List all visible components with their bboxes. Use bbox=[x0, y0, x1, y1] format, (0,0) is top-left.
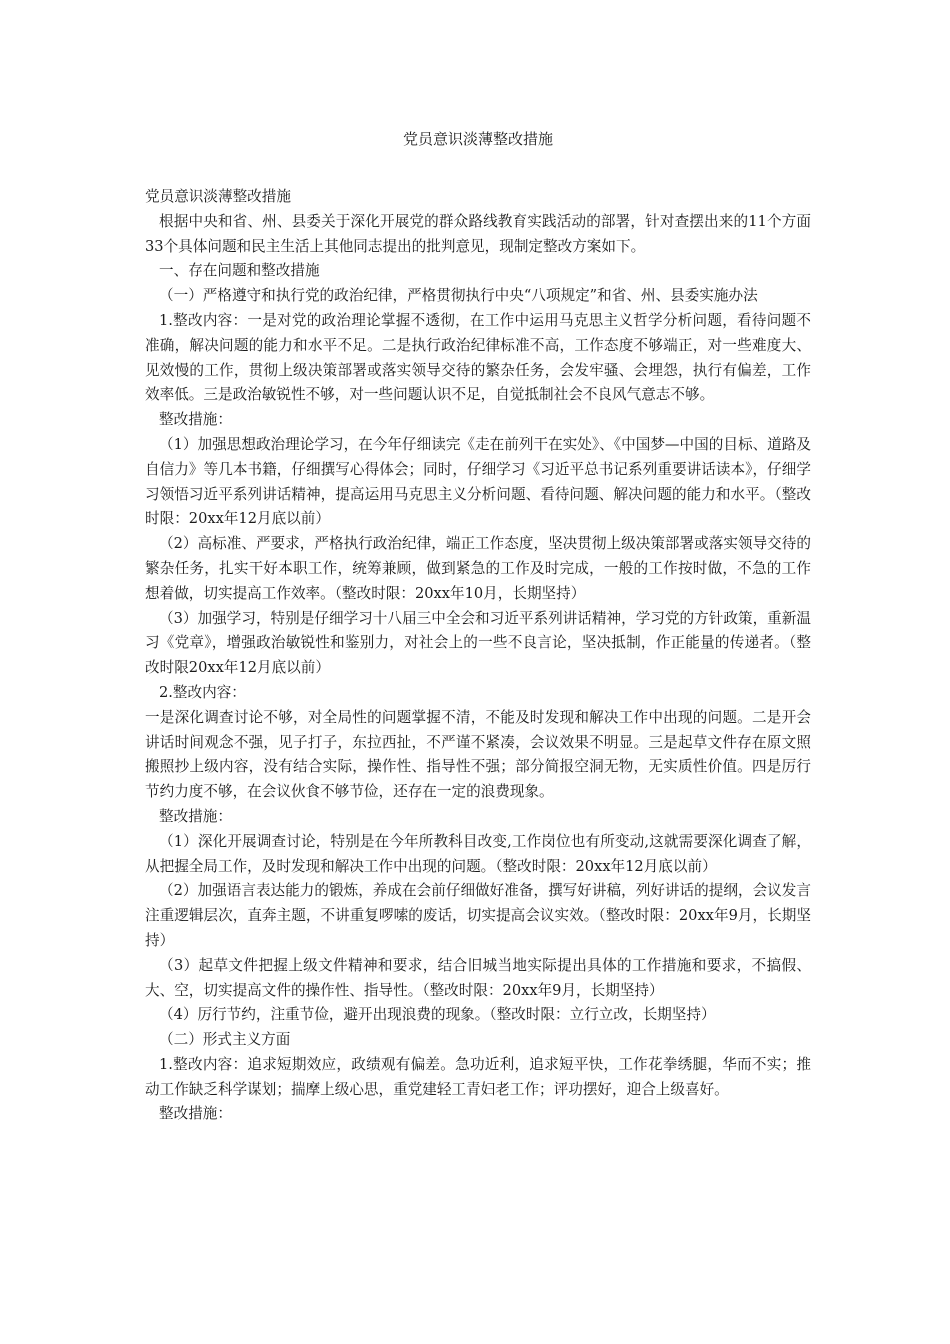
paragraph: 整改措施： bbox=[159, 411, 232, 429]
document-title: 党员意识淡薄整改措施 bbox=[402, 130, 553, 148]
paragraph: 1.整改内容：一是对党的政治理论掌握不透彻，在工作中运用马克思主义哲学分析问题，看待问题不准确，解决问题的能力和水平不足。二是执行政治纪律标准不高，工作态度不够端正，对一些难度大、见效慢的工作，贯彻上级决策部署或落实领导交待的繁杂任务，会发牢骚、会埋怨，执行有偏差，工作效率低。三是政治敏锐性不够，对一些问题认识不足，自觉抵制社会不良风气意志不够。 bbox=[145, 311, 811, 404]
paragraph: （一）严格遵守和执行党的政治纪律，严格贯彻执行中央“八项规定”和省、州、县委实施办法 bbox=[159, 287, 758, 305]
document-page bbox=[145, 127, 811, 1127]
paragraph: 1.整改内容：追求短期效应，政绩观有偏差。急功近利，追求短平快，工作花拳绣腿，华而不实；推动工作缺乏科学谋划；揣摩上级心思，重党建轻工青妇老工作；评功摆好，迎合上级喜好。 bbox=[145, 1055, 811, 1098]
paragraph: （3）加强学习，特别是仔细学习十八届三中全会和习近平系列讲话精神，学习党的方针政策，重新温习《党章》，增强政治敏锐性和鉴别力，对社会上的一些不良言论，坚决抵制，作正能量的传递者。（整改时限20xx年12月底以前） bbox=[145, 609, 811, 677]
paragraph: （1）深化开展调查讨论，特别是在今年所教科目改变,工作岗位也有所变动,这就需要深化调查了解，从把握全局工作，及时发现和解决工作中出现的问题。（整改时限：20xx年12月底以前） bbox=[145, 832, 811, 875]
paragraph: （4）厉行节约，注重节俭，避开出现浪费的现象。（整改时限：立行立改，长期坚持） bbox=[159, 1006, 716, 1024]
paragraph: （2）加强语言表达能力的锻炼，养成在会前仔细做好准备，撰写好讲稿，列好讲话的提纲，会议发言注重逻辑层次，直奔主题，不讲重复啰嗦的废话，切实提高会议实效。（整改时限：20xx年9月，长期坚持） bbox=[145, 882, 811, 949]
document-body bbox=[145, 185, 811, 1127]
paragraph: （2）高标准、严要求，严格执行政治纪律，端正工作态度，坚决贯彻上级决策部署或落实领导交待的繁杂任务，扎实干好本职工作，统筹兼顾，做到紧急的工作及时完成，一般的工作按时做，不急的工作想着做，切实提高工作效率。（整改时限：20xx年10月，长期坚持） bbox=[145, 535, 811, 602]
paragraph: （1）加强思想政治理论学习，在今年仔细读完《走在前列干在实处》、《中国梦—中国的目标、道路及自信力》等几本书籍，仔细撰写心得体会；同时，仔细学习《习近平总书记系列重要讲话读本》，仔细学习领悟习近平系列讲话精神，提高运用马克思主义分析问题、看待问题、解决问题的能力和水平。（整改时限：20xx年12月底以前） bbox=[145, 435, 811, 528]
paragraph: 整改措施： bbox=[159, 807, 232, 825]
paragraph: 整改措施： bbox=[159, 1105, 232, 1123]
paragraph: 一是深化调查讨论不够，对全局性的问题掌握不清，不能及时发现和解决工作中出现的问题。二是开会讲话时间观念不强，见子打子，东拉西扯，不严谨不紧凑，会议效果不明显。三是起草文件存在原文照搬照抄上级内容，没有结合实际，操作性、指导性不强；部分简报空洞无物，无实质性价值。四是厉行节约力度不够，在会议伙食不够节俭，还存在一定的浪费现象。 bbox=[145, 708, 811, 801]
paragraph: 一、存在问题和整改措施 bbox=[159, 262, 320, 280]
paragraph: （二）形式主义方面 bbox=[159, 1031, 291, 1049]
paragraph: 党员意识淡薄整改措施 bbox=[145, 188, 291, 205]
paragraph: （3）起草文件把握上级文件精神和要求，结合旧城当地实际提出具体的工作措施和要求，不搞假、大、空，切实提高文件的操作性、指导性。（整改时限：20xx年9月，长期坚持） bbox=[145, 956, 811, 999]
paragraph: 根据中央和省、州、县委关于深化开展党的群众路线教育实践活动的部署，针对查摆出来的11个方面33个具体问题和民主生活上其他同志提出的批判意见，现制定整改方案如下。 bbox=[145, 212, 811, 255]
paragraph: 2.整改内容： bbox=[159, 683, 246, 701]
